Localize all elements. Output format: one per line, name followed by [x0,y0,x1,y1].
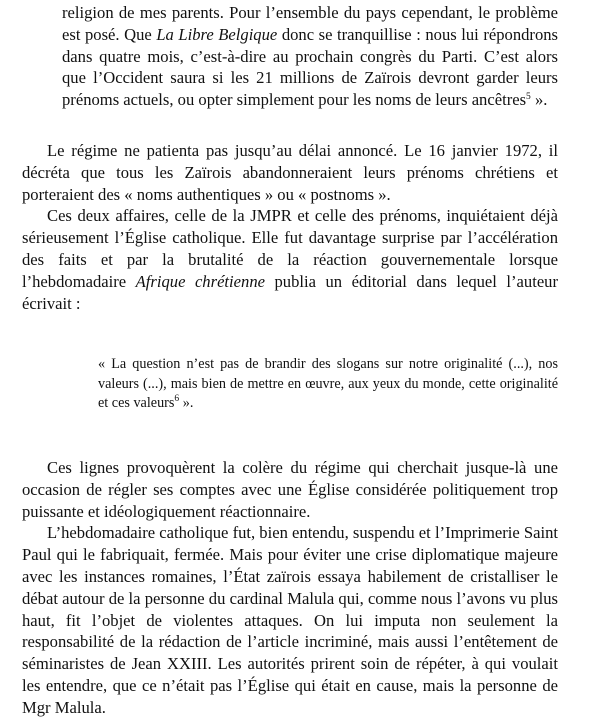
footnote-marker-5: 5 [526,92,531,103]
opening-quote-continuation [62,2,558,111]
body-paragraphs-bottom [22,457,558,719]
quote-text-end: donc se tranquillise : nous lui répondrons dans quatre mois, c’est-à-dire au prochain congrès du Parti. C’est alors que l’Occident saura si les 21 millions de Zaïrois devront garder leurs prénoms actuels, ou opter simplement pour les noms de leurs ancêtres [62,24,558,110]
paragraph-1: Le régime ne patienta pas jusqu’au délai annoncé. Le 16 janvier 1972, il décréta que tous les Zaïrois abandonneraient leurs prénoms chrétiens et porteraient des « noms authentiques » ou « postnoms ». [22,141,558,204]
paragraph-2: Ces deux affaires, celle de la JMPR et celle des prénoms, inquiétaient déjà sérieusement l’Église catholique. Elle fut davantage surprise par l’accélération des faits et par la brutalité de la réaction gouvernementale lorsque l’hebdomadaire Afrique chrétienne publia un éditorial dans lequel l’auteur écrivait : [22,206,559,313]
paragraph-4: L’hebdomadaire catholique fut, bien entendu, suspendu et l’Imprimerie Saint Paul qui le fabriquait, fermée. Mais pour éviter une crise diplomatique majeure avec les instances romaines, l’État zaïrois essaya habilement de cristalliser le débat autour de la personne du cardinal Malula qui, comme nous l’avons vu plus haut, fit l’objet de violentes attaques. On lui imputa non seulement la responsabilité de la rédaction de l’article incriminé, mais aussi l’entêtement de séminaristes de Jean XXIII. Les autorités prirent soin de répéter, à qui voulait les entendre, que ce n’était pas l’Église qui était en cause, mais la personne de Mgr Malula. [22,523,558,717]
publication-title: Afrique chrétienne [135,271,265,291]
block-quote: « La question n’est pas de brandir des slogans sur notre originalité (...), nos valeurs (...), mais bien de mettre en œuvre, aux yeux du monde, cette originalité et ces valeurs$^6$ ». [98,356,558,412]
block-quote-text: « La question n’est pas de brandir des slogans sur notre originalité (...), nos valeurs (...), mais bien de mettre en œuvre, aux yeux du monde, cette originalité et ces valeurs [98,356,558,412]
quote-text-start: religion de mes parents. Pour l’ensemble du pays cependant, le problème est posé. Que [62,3,558,44]
newspaper-title: La Libre Belgique [156,24,278,44]
footnote-marker-6: 6 [174,394,180,405]
body-paragraphs-top [22,140,558,314]
paragraph-3: Ces lignes provoquèrent la colère du régime qui cherchait jusque-là une occasion de régler ses comptes avec une Église considérée politiquement trop puissante et idéologiquement réactionnaire. [22,458,558,521]
quote-closing: ». [530,90,548,110]
cropped-next-line [110,671,530,679]
